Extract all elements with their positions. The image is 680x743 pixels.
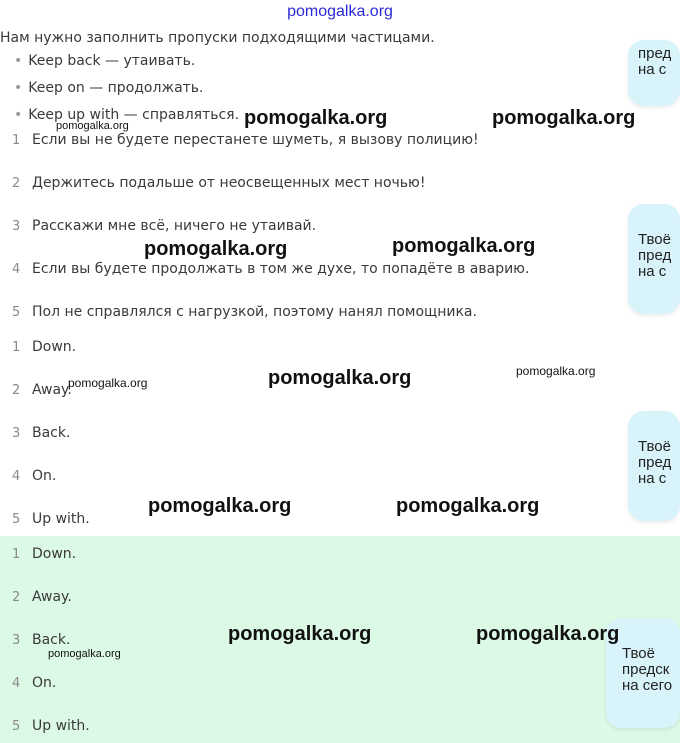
sentence-row	[0, 261, 529, 277]
bubble-line: пред	[638, 45, 672, 62]
answer-text: Up with.	[32, 718, 90, 734]
bubble-line: Твоё	[638, 438, 671, 455]
watermark: pomogalka.org	[244, 107, 388, 129]
bubble-line: предск	[622, 661, 670, 678]
answer-text: Down.	[32, 339, 77, 355]
watermark: pomogalka.org	[396, 495, 540, 517]
sentence-text: Держитесь подальше от неосвещенных мест ночью!	[32, 175, 426, 191]
watermark: pomogalka.org	[68, 376, 148, 390]
answer-text: Away.	[32, 589, 72, 605]
rule-text: Keep up with — справляться.	[28, 107, 240, 123]
row-number: 3	[12, 219, 21, 234]
bubble-line: Твоё	[622, 645, 655, 662]
rule-item	[14, 80, 204, 96]
rule-item	[14, 53, 195, 69]
watermark: pomogalka.org	[148, 495, 292, 517]
answer-row	[0, 468, 56, 484]
answer-text: Back.	[32, 632, 71, 648]
bullet-icon: •	[14, 80, 23, 96]
sentence-row	[0, 218, 316, 234]
sentence-row	[0, 132, 479, 148]
final-answer-row	[0, 589, 72, 605]
bubble-line: на с	[638, 263, 667, 280]
row-number: 2	[12, 590, 21, 605]
row-number: 5	[12, 512, 21, 527]
prediction-bubble[interactable]	[628, 40, 680, 106]
answer-text: Back.	[32, 425, 71, 441]
row-number: 4	[12, 262, 21, 277]
answer-text: Away.	[32, 382, 72, 398]
row-number: 1	[12, 133, 21, 148]
sentence-row	[0, 304, 477, 320]
bubble-line: пред	[638, 247, 672, 264]
final-answer-row	[0, 675, 56, 691]
rule-text: Keep on — продолжать.	[28, 80, 204, 96]
row-number: 3	[12, 426, 21, 441]
final-answer-row	[0, 632, 70, 648]
watermark: pomogalka.org	[476, 623, 620, 645]
sentence-row	[0, 175, 425, 191]
row-number: 5	[12, 305, 21, 320]
bubble-line: пред	[638, 454, 672, 471]
watermark: pomogalka.org	[392, 235, 536, 257]
bubble-line: Твоё	[638, 231, 671, 248]
site-header-logo[interactable]: pomogalka.org	[287, 3, 393, 20]
answer-text: On.	[32, 675, 57, 691]
watermark: pomogalka.org	[516, 364, 596, 378]
row-number: 2	[12, 176, 21, 191]
row-number: 1	[12, 340, 21, 355]
bubble-line: на с	[638, 61, 667, 78]
final-answer-row	[0, 718, 90, 734]
answer-text: Down.	[32, 546, 77, 562]
row-number: 4	[12, 676, 21, 691]
sentence-text: Пол не справлялся с нагрузкой, поэтому нанял помощника.	[32, 304, 477, 320]
watermark: pomogalka.org	[492, 107, 636, 129]
answer-row	[0, 425, 70, 441]
answer-row	[0, 382, 72, 398]
row-number: 4	[12, 469, 21, 484]
row-number: 2	[12, 383, 21, 398]
final-answer-row	[0, 546, 76, 562]
watermark: pomogalka.org	[268, 367, 412, 389]
watermark: pomogalka.org	[228, 623, 372, 645]
row-number: 5	[12, 719, 21, 734]
row-number: 1	[12, 547, 21, 562]
watermark: pomogalka.org	[48, 648, 121, 660]
bullet-icon: •	[14, 53, 23, 69]
prediction-bubble[interactable]	[628, 411, 680, 521]
sentence-text: Если вы будете продолжать в том же духе, то попадёте в аварию.	[32, 261, 530, 277]
answer-row	[0, 511, 90, 527]
row-number: 3	[12, 633, 21, 648]
prediction-bubble[interactable]	[628, 204, 680, 314]
answer-text: On.	[32, 468, 57, 484]
bubble-line: на сего	[622, 677, 673, 694]
answer-row	[0, 339, 76, 355]
rule-text: Keep back — утаивать.	[28, 53, 196, 69]
bubble-line: на с	[638, 470, 667, 487]
watermark: pomogalka.org	[56, 120, 129, 132]
sentence-text: Расскажи мне всё, ничего не утаивай.	[32, 218, 317, 234]
bullet-icon: •	[14, 107, 23, 123]
task-intro: Нам нужно заполнить пропуски подходящими частицами.	[0, 30, 435, 46]
answer-text: Up with.	[32, 511, 90, 527]
sentence-text: Если вы не будете перестанете шуметь, я вызову полицию!	[32, 132, 479, 148]
watermark: pomogalka.org	[144, 238, 288, 260]
